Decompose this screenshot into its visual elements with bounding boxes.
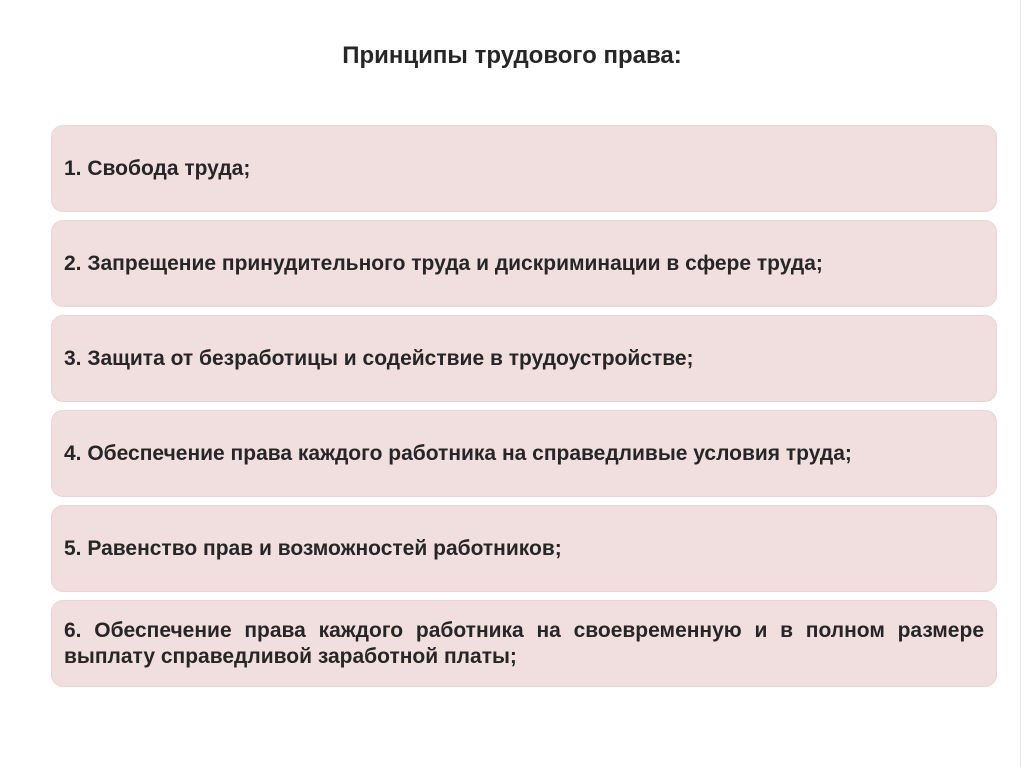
principle-text-1: 1. Свобода труда;	[64, 156, 251, 180]
principle-text-3: 3. Защита от безработицы и содействие в трудоустройстве;	[64, 346, 694, 370]
principle-item-4	[51, 410, 997, 497]
principles-list	[51, 125, 997, 695]
slide-border-line	[1020, 0, 1021, 767]
slide-title: Принципы трудового права:	[342, 42, 682, 69]
principle-text-4: 4. Обеспечение права каждого работника на справедливые условия труда;	[64, 441, 852, 465]
principle-item-6	[51, 600, 997, 687]
principle-item-1	[51, 125, 997, 212]
principle-item-5	[51, 505, 997, 592]
principle-text-5: 5. Равенство прав и возможностей работников;	[64, 536, 562, 560]
principle-item-2	[51, 220, 997, 307]
principle-text-2: 2. Запрещение принудительного труда и дискриминации в сфере труда;	[64, 251, 823, 275]
principle-text-6: 6. Обеспечение права каждого работника на своевременную и в полном размере выплату справедливой заработной платы;	[64, 618, 984, 668]
principle-item-3	[51, 315, 997, 402]
